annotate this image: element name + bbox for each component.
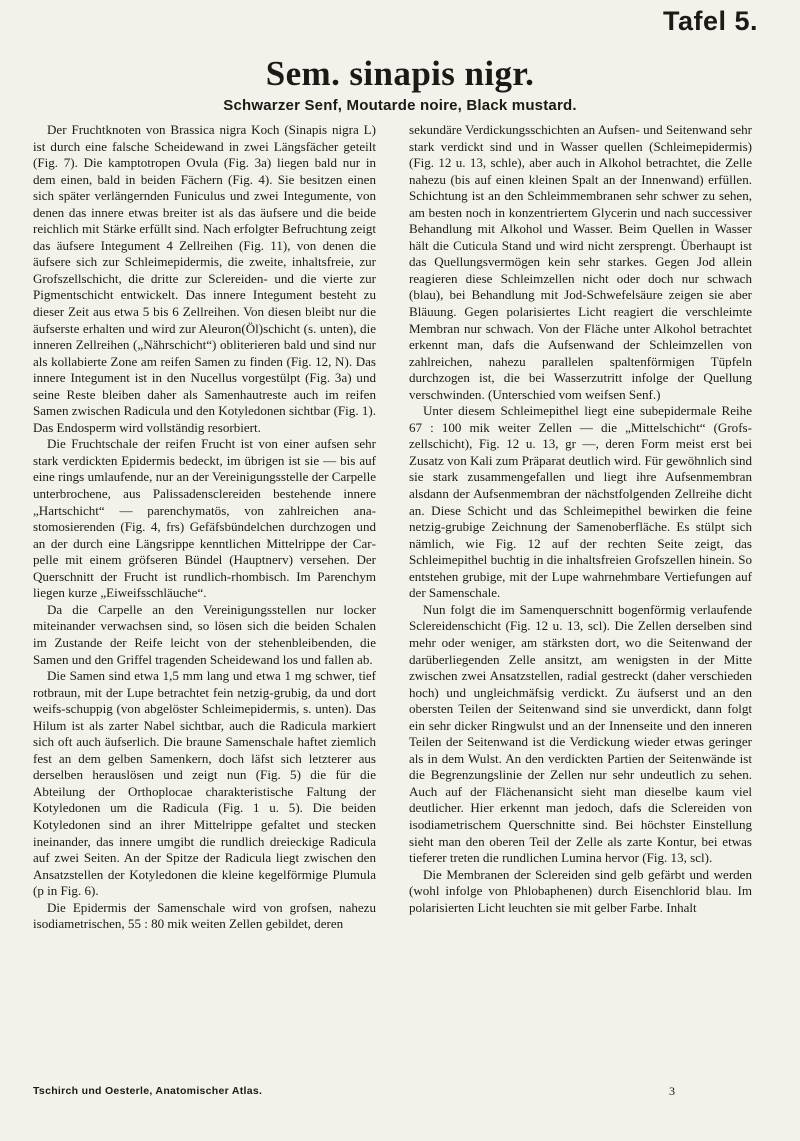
footer-credit: Tschirch und Oesterle, Anatomischer Atlas.	[33, 1085, 263, 1097]
right-column	[409, 122, 752, 1122]
paragraph: Die Fruchtschale der reifen Frucht ist von einer aufsen sehr stark verdickten Epidermis bedeckt, im übrigen ist sie — bis auf eine rings umlaufende, nur an der Vereinigungsstelle der Carpelle unterbrochene, aus Palissadensclereiden bestehende innere „Hartschicht“ — parenchymatös, von zahlreichen anastomosierenden (Fig. 4, frs) Gefäfsbündelchen durchzogen und an der durch eine Längsrippe kenntlichen Mittelrippe der Carpelle mit einem gröfseren Bündel (Hauptnerv) versehen. Der Querschnitt der Frucht ist rundlich-rhombisch. Im Parenchym liegen kurze „Eiweifsschläuche“.	[33, 436, 376, 601]
paragraph: Der Fruchtknoten von Brassica nigra Koch (Sinapis nigra L) ist durch eine falsche Scheidewand in zwei Längsfächer geteilt (Fig. 7). Die kamptotropen Ovula (Fig. 3a) liegen bald nur in dem einen, bald in beiden Fächern (Fig. 4). Sie besitzen einen sich später verlängernden Funiculus und zwei Integumente, von denen das innere etwas breiter ist als das äufsere und die beide reichlich mit Stärke erfüllt sind. Nach erfolgter Befruchtung zeigt das äufsere Integument 4 Zellreihen (Fig. 11), von denen die äufsere sich zur Schleimepidermis, die zweite, inhaltsfreie, zur Grofszellschicht, die dritte zur Sclereiden- und die vierte zur Pigmentschicht entwickelt. Das innere Integument besteht zu dieser Zeit aus etwa 5 bis 6 Zellreihen. Von diesen bleibt nur die äufserste erhalten und wird zur Aleuron(Öl)schicht (s. unten), die inneren Zellreihen („Nährschicht“) obliterieren bald und sind nur als kollabierte Zone am reifen Samen zu finden (Fig. 12, N). Das innere Integument ist in den Nucellus vorgestülpt (Fig. 3a) und seine Reste bleiben daher als Samenhautreste auch im reifen Samen zwischen Radicula und den Kotyledonen sichtbar (Fig. 1). Das Endosperm wird vollständig resorbiert.	[33, 122, 376, 435]
paragraph: Die Epidermis der Samenschale wird von grofsen, nahezu isodiametrischen, 55 : 80 mik weiten Zellen gebildet, deren	[33, 899, 376, 932]
plate-label: Tafel 5.	[662, 6, 758, 36]
paragraph: Die Membranen der Sclereiden sind gelb gefärbt und werden (wohl infolge von Phlobaphenen) durch Eisenchlorid blau. Im polarisierten Licht leuchten sie mit gelber Farbe. Inhalt	[409, 866, 752, 915]
page-number: 3	[669, 1084, 675, 1098]
left-column	[33, 122, 376, 1122]
paragraph: Die Samen sind etwa 1,5 mm lang und etwa 1 mg schwer, tief rotbraun, mit der Lupe betrachtet fein netzig-grubig, da und dort weifs-schuppig (von abgelöster Schleimepidermis, s. unten). Das Hilum ist als zarter Nabel sichtbar, auch die Radicula markiert sich oft auch äufserlich. Die braune Samenschale haftet ziemlich fest an dem gelben Samenkern, doch läfst sich letzterer aus derselben herauslösen und zeigt nun (Fig. 5) die für die Abteilung der Orthoplocae charakteristische Faltung der Kotyledonen um die Radicula (Fig. 1 u. 5). Die beiden Kotyledonen sind an ihrer Mittelrippe gefaltet und stecken ineinander, das innere umgibt die rundlich dreieckige Radicula auf zwei Seiten. An der Spitze der Radicula liegt zwischen den Ansatzstellen der Kotyledonen die kleine kegelförmige Plumula (p in Fig. 6).	[33, 668, 376, 899]
page-title: Sem. sinapis nigr.	[265, 54, 535, 93]
paragraph: Unter diesem Schleimepithel liegt eine subepidermale Reihe 67 : 100 mik weiter Zellen — die „Mittelschicht“ (Grofszellschicht), Fig. 12 u. 13, gr —, deren Form meist erst bei Zusatz von Kali zum Präparat deutlich wird. Für gewöhnlich sind sie stark zusammengefallen und liegt ihre Aufsenmembran alsdann der Aufsenmembran der nächstfolgenden Zellreihe dicht an. Diese Schicht und das Schleimepithel bewirken die feine netzig-grubige Zeichnung der Samenoberfläche. Es stülpt sich nämlich, wie Fig. 12 auf der rechten Seite zeigt, das Schleimepithel buchtig in die inhaltsfreien Grofszellen hinein. So entstehen grubige, mit der Lupe wahrnehmbare Vertiefungen auf der Samenschale.	[409, 403, 752, 601]
paragraph: Nun folgt die im Samenquerschnitt bogenförmig verlaufende Sclereidenschicht (Fig. 12 u. 13, scl). Die Zellen derselben sind mehr oder weniger, am stärksten dort, wo die Seitenwand der darüberliegenden Zelle ansitzt, am wenigsten in der Mitte zwischen zwei Ansatzstellen, radial gestreckt (daher verschieden hoch) und ungleichmäfsig verdickt. Zu äufserst und an den obersten Teilen der Seitenwand sind sie unverdickt, dann folgt ein sehr dicker Ringwulst und an der Innenseite und den inneren Teilen der Seitenwand ist die Verdickung wieder etwas geringer als in dem Wulst. An den verdickten Partien der Seitenwände ist die Begrenzungslinie der Zellen nur sehr undeutlich zu sehen. Auch auf der Flächenansicht sieht man dieselbe kaum viel deutlicher. Hier erkennt man jedoch, dafs die Sclereiden von isodiametrischem Querschnitte sind. Bei höchster Einstellung sieht man den oberen Teil der Zelle als zarte Kontur, bei etwas tieferer treten die rundlichen Lumina hervor (Fig. 13, scl).	[409, 601, 752, 866]
paragraph: Da die Carpelle an den Vereinigungsstellen nur locker miteinander verwachsen sind, so lösen sich die beiden Schalen im Zustande der Reife leicht von der stehenbleibenden, die Samen und den Griffel tragenden Scheidewand los und fallen ab.	[33, 601, 376, 667]
page-subtitle: Schwarzer Senf, Moutarde noire, Black mustard.	[223, 97, 577, 114]
paragraph: sekundäre Verdickungsschichten an Aufsen- und Seitenwand sehr stark verdickt sind und in Wasser quellen (Schleimepidermis) (Fig. 12 u. 13, schle), aber auch in Alkohol betrachtet, die Zelle nahezu (bis auf einen kleinen Spalt an der Innenwand) erfüllen. Schichtung ist an den Schleimmembranen sehr schwer zu sehen, am besten noch in konzentriertem Glycerin und nach successiver Behandlung mit Alkohol und Wasser. Beim Quellen in Wasser hält die Cuticula Stand und wird nicht zersprengt. Überhaupt ist das Quellungsvermögen kein sehr starkes. Gegen Jod allein reagieren diese Schleimzellen nicht oder doch nur schwach (blau), bei Behandlung mit Jod-Schwefelsäure zeigen sie aber Bläuung. Gegen polarisiertes Licht reagiert die verschleimte Membran nur schwach. Von der Fläche unter Alkohol betrachtet erkennt man, dafs die Aufsenwand der Schleimzellen von zahlreichen, nahezu parallelen spaltenförmigen Tüpfeln durchzogen ist, die bei Wasserzutritt infolge der Quellung verschwinden. (Unterschied vom weifsen Senf.)	[409, 122, 752, 402]
